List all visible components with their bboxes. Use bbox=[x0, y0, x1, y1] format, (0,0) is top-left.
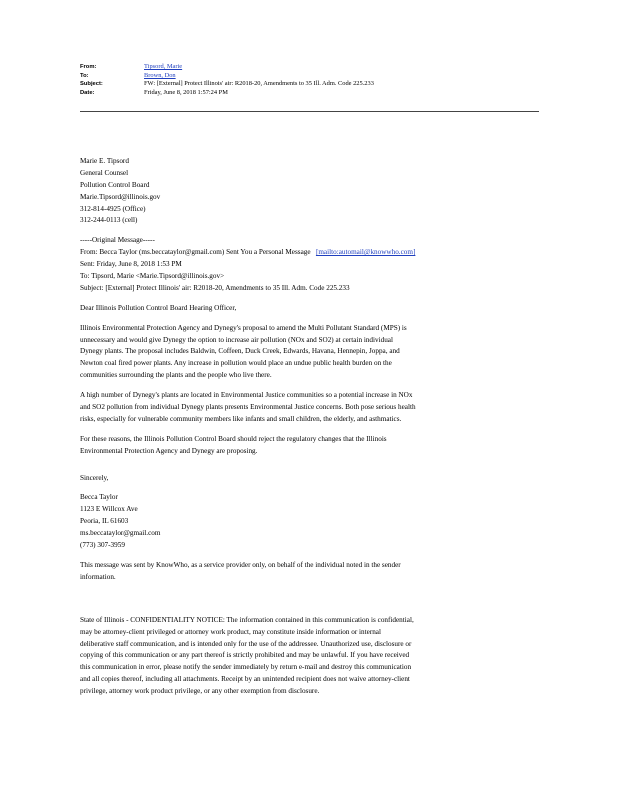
paragraph-line: information. bbox=[80, 572, 116, 581]
paragraph-line: For these reasons, the Illinois Pollution Control Board should reject the regulatory changes that the Illinois bbox=[80, 434, 387, 443]
closing: Sincerely, bbox=[80, 473, 109, 482]
paragraph-1 bbox=[80, 323, 535, 382]
paragraph-line: Illinois Environmental Protection Agency and Dynegy's proposal to amend the Multi Pollutant Standard (MPS) is bbox=[80, 323, 407, 332]
email-body bbox=[80, 156, 535, 698]
from-row bbox=[80, 63, 540, 72]
paragraph-3 bbox=[80, 434, 535, 458]
paragraph-line: communities surrounding the plants and the people who live there. bbox=[80, 371, 272, 380]
paragraph-line: unnecessary and would give Dynegy the option to increase air pollution (NOx and SO2) at certain individual bbox=[80, 335, 393, 344]
sender-name: Becca Taylor bbox=[80, 493, 118, 502]
from-label: From: bbox=[80, 64, 97, 70]
from-link[interactable]: Tipsord, Marie bbox=[144, 63, 183, 70]
notice-line: this communication in error, please notify the sender immediately by return e-mail and destroy this communication bbox=[80, 663, 412, 672]
spacer bbox=[80, 227, 535, 235]
sender-street: 1123 E Willcox Ave bbox=[80, 505, 138, 514]
sender-phone: (773) 307-3959 bbox=[80, 541, 125, 550]
original-divider: -----Original Message----- bbox=[80, 236, 155, 245]
spacer bbox=[80, 382, 535, 390]
notice-line: may be attorney-client privileged or attorney work product, may constitute inside information or internal bbox=[80, 627, 381, 636]
header-divider bbox=[80, 111, 539, 112]
subject-row bbox=[80, 80, 540, 89]
original-from bbox=[80, 247, 535, 259]
notice-line: State of Illinois - CONFIDENTIALITY NOTICE: The information contained in this communication is confidential, bbox=[80, 615, 414, 624]
sender-email: ms.beccataylor@gmail.com bbox=[80, 529, 161, 538]
spacer bbox=[80, 295, 535, 303]
subject-value: FW: [External] Protect Illinois' air: R2018-20, Amendments to 35 Ill. Adm. Code 225.233 bbox=[144, 80, 374, 88]
notice-line: privilege, attorney work product privilege, or any other exemption from disclosure. bbox=[80, 687, 320, 696]
original-subject: Subject: [External] Protect Illinois' air: R2018-20, Amendments to 35 Ill. Adm. Code 225.233 bbox=[80, 283, 350, 292]
spacer bbox=[80, 484, 535, 492]
paragraph-2 bbox=[80, 390, 535, 426]
to-row bbox=[80, 72, 540, 81]
subject-label: Subject: bbox=[80, 81, 103, 88]
spacer bbox=[80, 426, 535, 434]
notice-line: and all copies thereof, including all attachments. Receipt by an unintended recipient does not waive attorney-client bbox=[80, 675, 410, 684]
to-link[interactable]: Brown, Don bbox=[144, 71, 176, 79]
salutation: Dear Illinois Pollution Control Board Hearing Officer, bbox=[80, 303, 237, 312]
date-row bbox=[80, 89, 540, 98]
notice-line: deliberative staff communication, and is intended only for the use of the addressee. Unauthorized use, disclosure or bbox=[80, 639, 412, 648]
original-sent: Sent: Friday, June 8, 2018 1:53 PM bbox=[80, 260, 182, 269]
paragraph-line: A high number of Dynegy's plants are located in Environmental Justice communities so a potential increase in NOx bbox=[80, 391, 413, 400]
spacer bbox=[80, 458, 535, 473]
paragraph-line: Environmental Protection Agency and Dynegy are proposing. bbox=[80, 446, 258, 455]
spacer bbox=[80, 315, 535, 323]
confidentiality-notice bbox=[80, 615, 535, 698]
signature-line: 312-814-4925 (Office) bbox=[80, 204, 146, 213]
knowwho-note bbox=[80, 560, 535, 584]
original-from-text: From: Becca Taylor (ms.beccataylor@gmail.com) Sent You a Personal Message bbox=[80, 248, 311, 257]
paragraph-line: Newton coal fired power plants. Any increase in pollution would place an undue public health burden on the bbox=[80, 359, 392, 368]
notice-line: copying of this communication or any part thereof is strictly prohibited and may be unlawful. If you have received bbox=[80, 651, 410, 660]
paragraph-line: Dynegy plants. The proposal includes Baldwin, Coffeen, Duck Creek, Edwards, Havana, Hennepin, Joppa, and bbox=[80, 347, 400, 356]
spacer bbox=[80, 552, 535, 560]
signature-email: Marie.Tipsord@illinois.gov bbox=[80, 192, 161, 201]
paragraph-line: and SO2 pollution from individual Dynegy plants presents Environmental Justice concerns. Both pose serious health bbox=[80, 403, 416, 412]
signature-line: 312-244-0113 (cell) bbox=[80, 216, 138, 225]
mailto-link[interactable]: [mailto:automail@knowwho.com] bbox=[315, 248, 416, 257]
email-header bbox=[80, 63, 540, 97]
signature-line: Pollution Control Board bbox=[80, 180, 150, 189]
signature-line: Marie E. Tipsord bbox=[80, 157, 129, 165]
paragraph-line: This message was sent by KnowWho, as a service provider only, on behalf of the individual noted in the sender bbox=[80, 560, 401, 569]
signature-block bbox=[80, 156, 535, 227]
original-message bbox=[80, 235, 535, 294]
to-label: To: bbox=[80, 72, 89, 79]
spacer bbox=[80, 584, 535, 615]
original-to: To: Tipsord, Marie <Marie.Tipsord@illinois.gov> bbox=[80, 272, 225, 281]
paragraph-line: risks, especially for vulnerable community members like infants and small children, the elderly, and asthmatics. bbox=[80, 414, 402, 423]
sender-block bbox=[80, 492, 535, 551]
date-value: Friday, June 8, 2018 1:57:24 PM bbox=[144, 88, 228, 96]
date-label: Date: bbox=[80, 89, 95, 96]
sender-city: Peoria, IL 61603 bbox=[80, 517, 129, 526]
signature-line: General Counsel bbox=[80, 168, 129, 177]
